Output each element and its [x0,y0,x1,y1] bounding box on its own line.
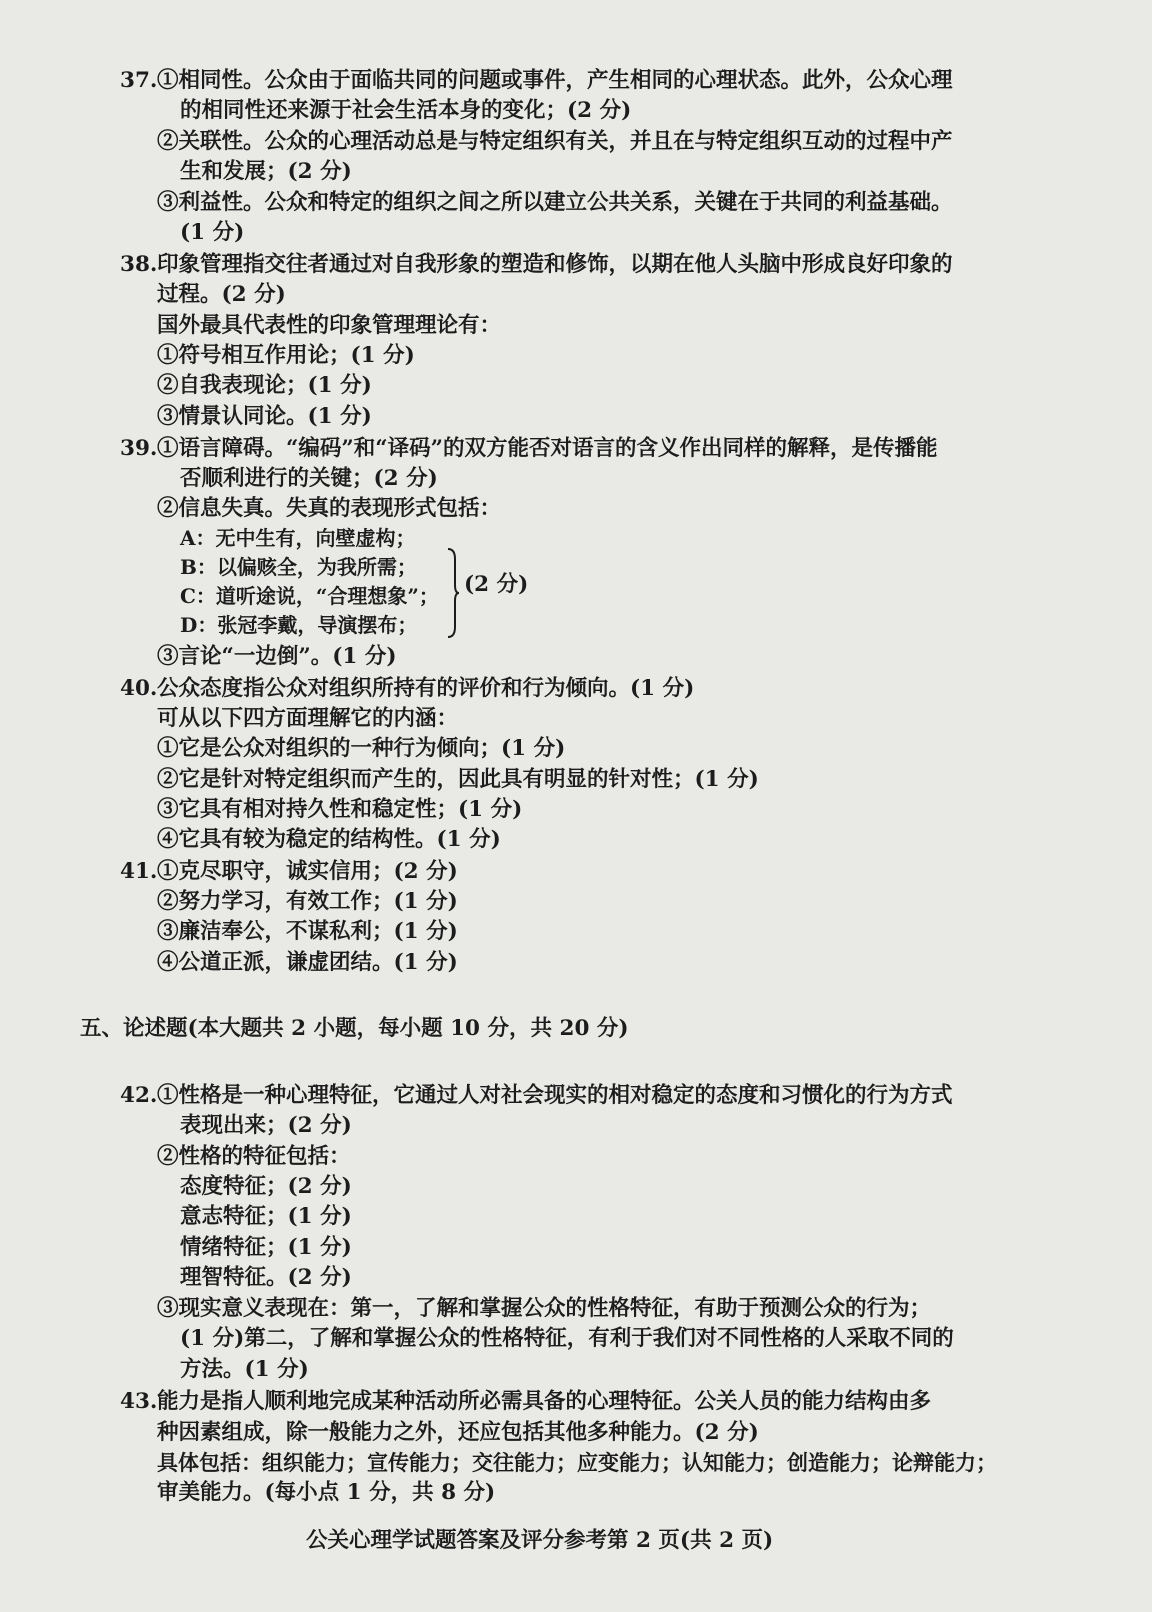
q41-line: ②努力学习，有效工作；(1 分) [157,889,458,914]
q42-number: 42. [120,1083,158,1108]
q40-line: 公众态度指公众对组织所持有的评价和行为倾向。(1 分) [157,676,695,701]
q43-line: 审美能力。(每小点 1 分，共 8 分) [157,1480,496,1505]
q38-line: ②自我表现论；(1 分) [157,373,372,398]
q39-line: ②信息失真。失真的表现形式包括： [157,496,502,521]
q40-line: ②它是针对特定组织而产生的，因此具有明显的针对性；(1 分) [157,767,759,792]
q42-line: ①性格是一种心理特征，它通过人对社会现实的相对稳定的态度和习惯化的行为方式 [157,1083,953,1108]
q37-number: 37. [120,68,158,93]
q38-line: 过程。(2 分) [157,282,286,307]
q42-line: 情绪特征；(1 分) [180,1235,352,1260]
q37-line: ③利益性。公众和特定的组织之间之所以建立公共关系，关键在于共同的利益基础。 [157,190,953,215]
q42-line: ③现实意义表现在：第一，了解和掌握公众的性格特征，有助于预测公众的行为； [157,1296,932,1321]
q40-line: ④它具有较为稳定的结构性。(1 分) [157,827,501,852]
q39-line: ①语言障碍。“编码”和“译码”的双方能否对语言的含义作出同样的解释，是传播能 [157,436,938,461]
q40-line: ③它具有相对持久性和稳定性；(1 分) [157,797,523,822]
q43-number: 43. [120,1389,158,1414]
q39-line: 否顺利进行的关键；(2 分) [180,466,438,491]
q37-line: 生和发展；(2 分) [180,159,352,184]
q37-line: (1 分) [180,220,245,245]
q40-line: ①它是公众对组织的一种行为倾向；(1 分) [157,736,566,761]
q39-option-c: C：道听途说，“合理想象”； [180,584,439,608]
q37-line: ①相同性。公众由于面临共同的问题或事件，产生相同的心理状态。此外，公众心理 [157,68,953,93]
q42-line: 理智特征。(2 分) [180,1265,352,1290]
page-footer: 公关心理学试题答案及评分参考第 2 页(共 2 页) [306,1528,774,1553]
section-heading: 五、论述题(本大题共 2 小题，每小题 10 分，共 20 分) [80,1016,629,1041]
q42-line: ②性格的特征包括： [157,1144,351,1169]
q38-number: 38. [120,252,158,277]
q42-line: (1 分)第二，了解和掌握公众的性格特征，有利于我们对不同性格的人采取不同的 [180,1326,954,1351]
q39-option-b: B：以偏赅全，为我所需； [180,555,417,579]
q38-line: ③情景认同论。(1 分) [157,404,372,429]
q42-line: 方法。(1 分) [180,1357,309,1382]
q41-line: ④公道正派，谦虚团结。(1 分) [157,950,458,975]
q43-line: 种因素组成，除一般能力之外，还应包括其他多种能力。(2 分) [157,1420,759,1445]
q41-line: ③廉洁奉公，不谋私利；(1 分) [157,919,458,944]
q37-line: ②关联性。公众的心理活动总是与特定组织有关，并且在与特定组织互动的过程中产 [157,129,953,154]
q39-number: 39. [120,436,158,461]
q41-line: ①克尽职守，诚实信用；(2 分) [157,859,458,884]
q38-line: ①符号相互作用论；(1 分) [157,343,415,368]
q39-option-d: D：张冠李戴，导演摆布； [180,613,418,637]
q42-line: 态度特征；(2 分) [180,1174,352,1199]
q39-brace-score: (2 分) [464,572,529,597]
q42-line: 表现出来；(2 分) [180,1113,352,1138]
q43-line: 具体包括：组织能力；宣传能力；交往能力；应变能力；认知能力；创造能力；论辩能力； [157,1450,997,1475]
q39-line: ③言论“一边倒”。(1 分) [157,644,397,669]
q39-option-a: A：无中生有，向壁虚构； [180,526,416,550]
curly-brace-icon [446,547,460,639]
q37-line: 的相同性还来源于社会生活本身的变化；(2 分) [180,98,632,123]
q40-line: 可从以下四方面理解它的内涵： [157,706,459,731]
q38-line: 国外最具代表性的印象管理理论有： [157,313,502,338]
q43-line: 能力是指人顺利地完成某种活动所必需具备的心理特征。公关人员的能力结构由多 [157,1389,932,1414]
q41-number: 41. [120,859,158,884]
q38-line: 印象管理指交往者通过对自我形象的塑造和修饰，以期在他人头脑中形成良好印象的 [157,252,953,277]
q42-line: 意志特征；(1 分) [180,1204,352,1229]
q40-number: 40. [120,676,158,701]
